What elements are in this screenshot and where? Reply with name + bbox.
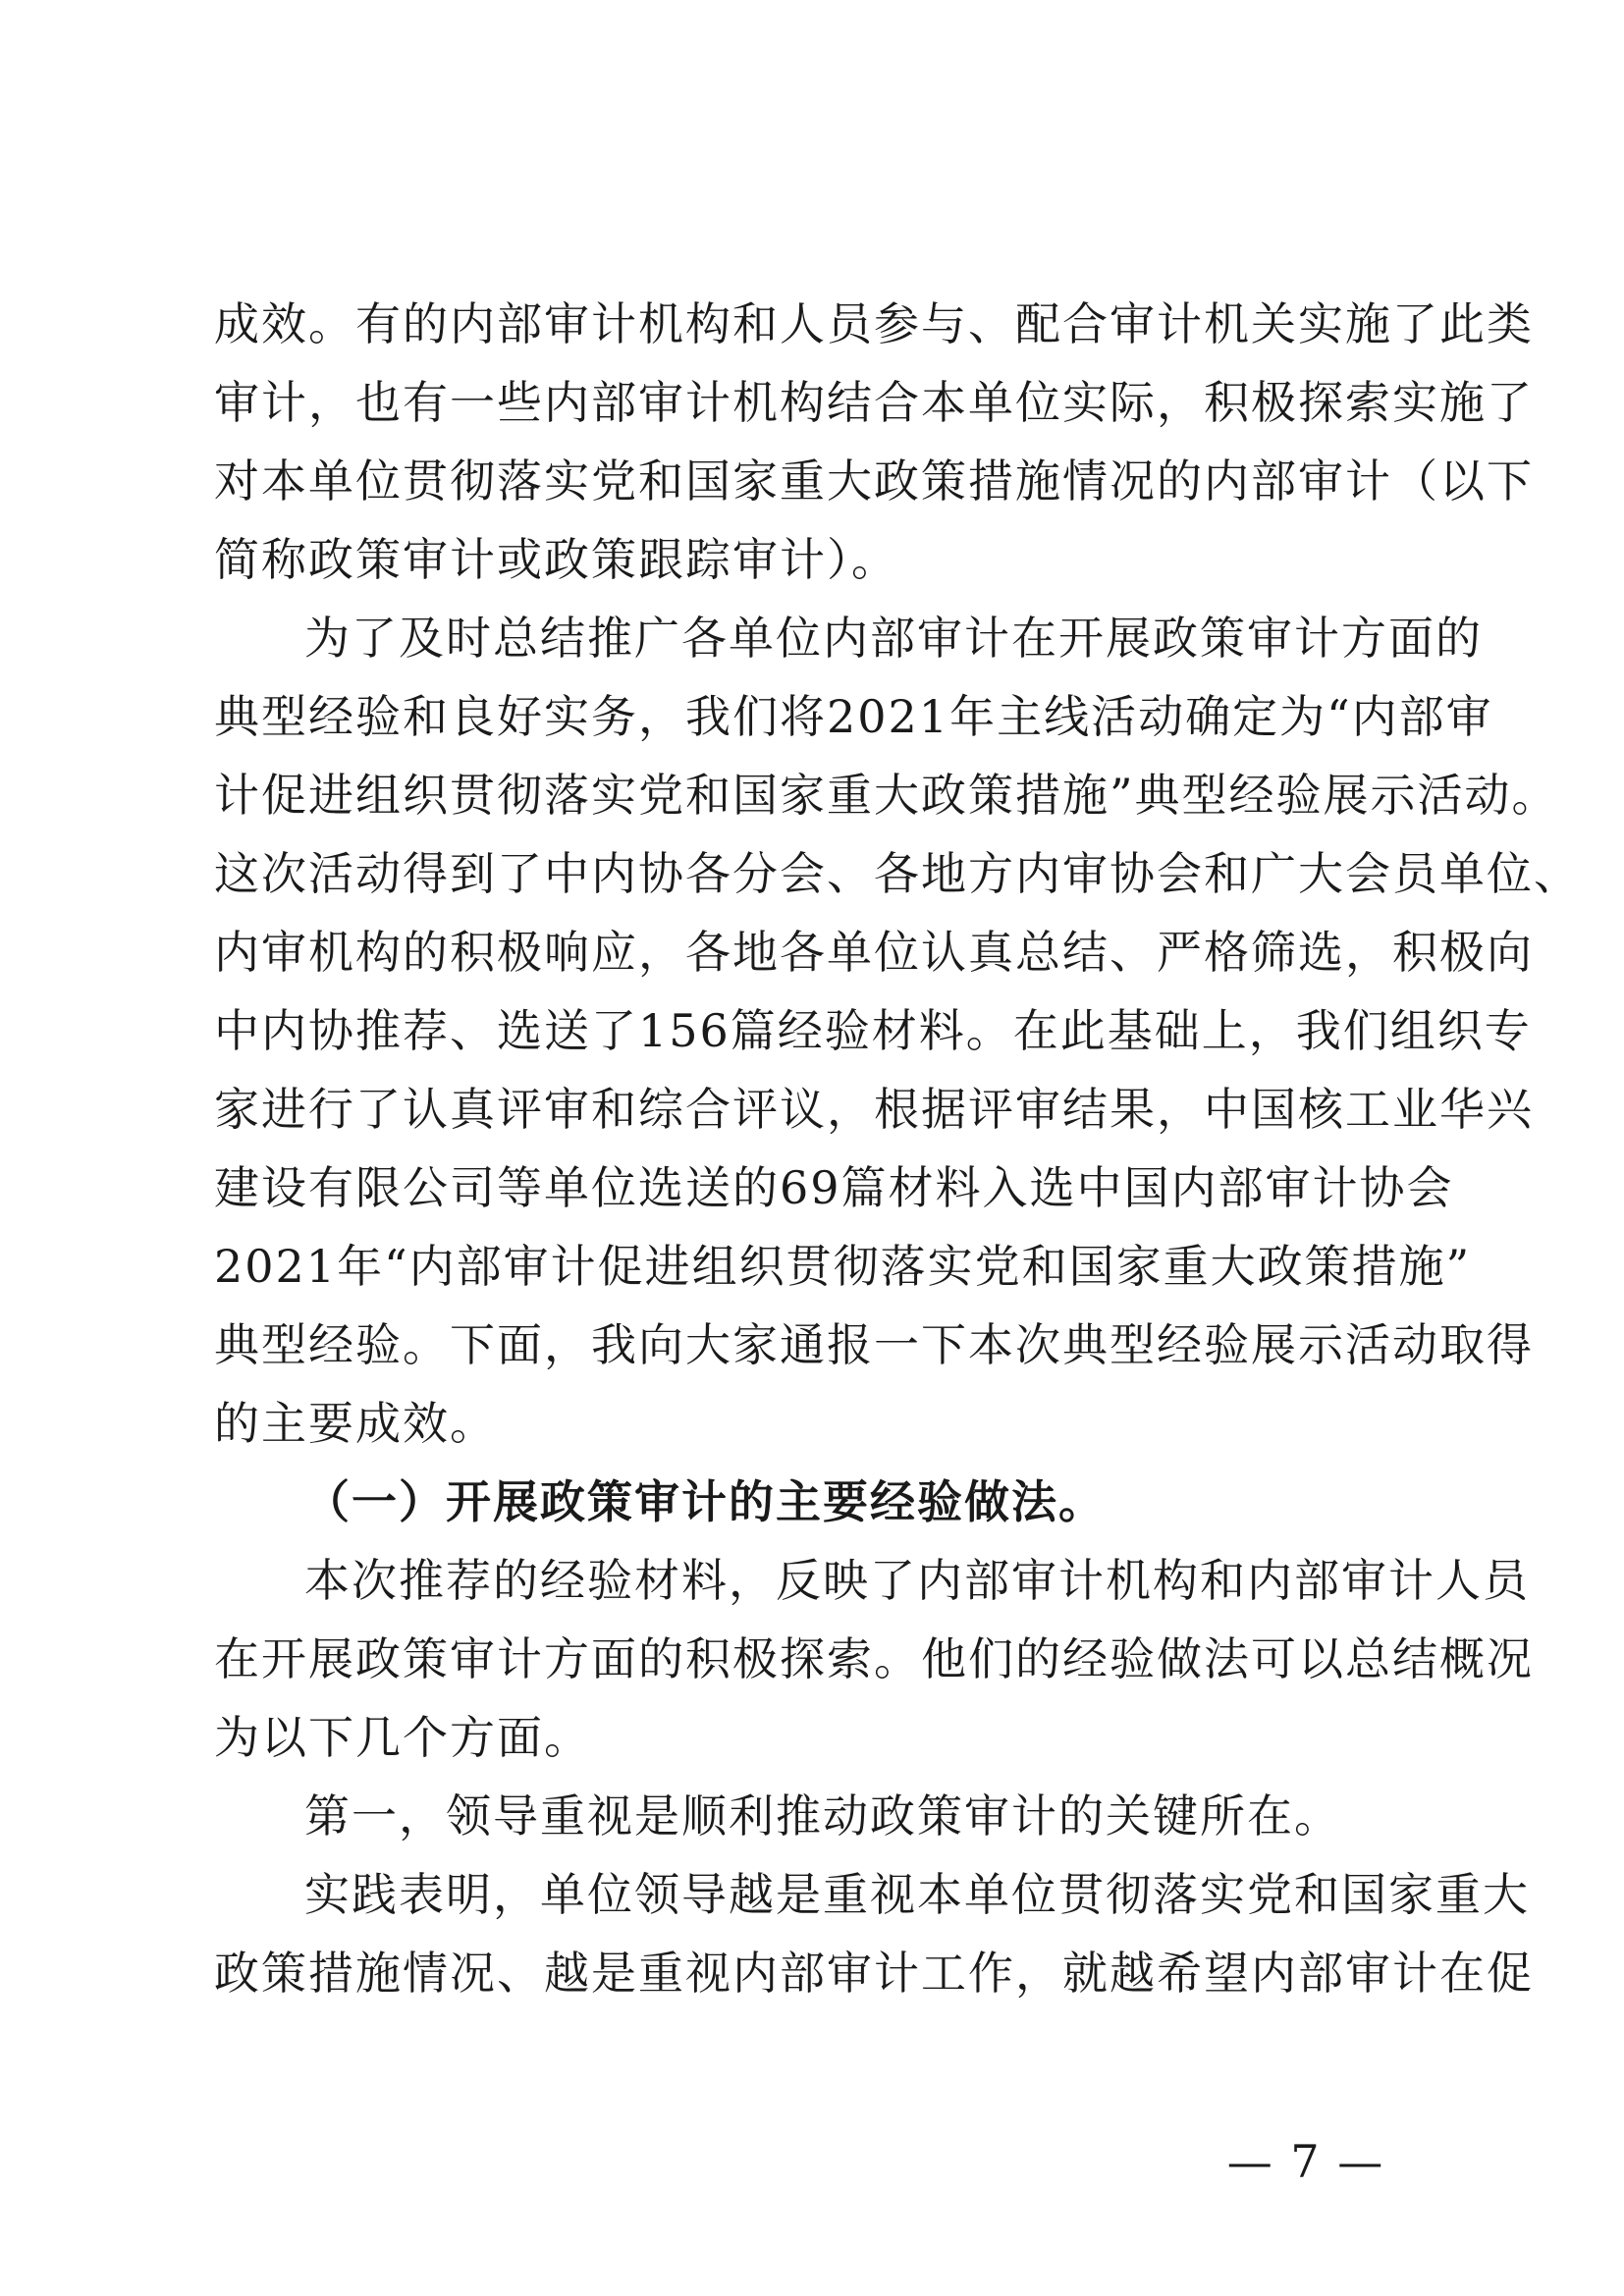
point-heading-line: 第一，领导重视是顺利推动政策审计的关键所在。: [304, 1789, 1341, 1842]
paragraph-start-line: 为了及时总结推广各单位内部审计在开展政策审计方面的: [304, 612, 1483, 665]
page-number: — 7 —: [1226, 2135, 1385, 2188]
text-line-1: 成效。有的内部审计机构和人员参与、配合审计机关实施了此类: [214, 297, 1534, 350]
text-line-6: 典型经验和良好实务，我们将2021年主线活动确定为“内部审: [214, 690, 1493, 743]
body-text: [214, 285, 1581, 2012]
text-line-13: 2021年“内部审计促进组织贯彻落实党和国家重大政策措施”: [214, 1240, 1472, 1293]
text-line-18: 在开展政策审计方面的积极探索。他们的经验做法可以总结概况: [214, 1632, 1534, 1685]
text-line-8: 这次活动得到了中内协各分会、各地方内审协会和广大会员单位、: [214, 847, 1581, 900]
text-line-3: 对本单位贯彻落实党和国家重大政策措施情况的内部审计（以下: [214, 454, 1534, 507]
paragraph-start-line: 本次推荐的经验材料，反映了内部审计机构和内部审计人员: [304, 1554, 1530, 1607]
text-line-7: 计促进组织贯彻落实党和国家重大政策措施”典型经验展示活动。: [214, 769, 1559, 822]
text-line-22: 政策措施情况、越是重视内部审计工作，就越希望内部审计在促: [214, 1947, 1534, 2000]
text-line-19: 为以下几个方面。: [214, 1711, 591, 1764]
paragraph-start-line: 实践表明，单位领导越是重视本单位贯彻落实党和国家重大: [304, 1868, 1530, 1921]
text-line-15: 的主要成效。: [214, 1397, 497, 1450]
text-line-4: 简称政策审计或政策跟踪审计）。: [214, 533, 898, 586]
text-line-2: 审计，也有一些内部审计机构结合本单位实际，积极探索实施了: [214, 376, 1534, 429]
text-line-11: 家进行了认真评审和综合评议，根据评审结果，中国核工业华兴: [214, 1083, 1534, 1136]
text-line-14: 典型经验。下面，我向大家通报一下本次典型经验展示活动取得: [214, 1318, 1534, 1371]
text-line-12: 建设有限公司等单位选送的69篇材料入选中国内部审计协会: [214, 1161, 1454, 1214]
section-heading: （一）开展政策审计的主要经验做法。: [304, 1475, 1106, 1528]
text-line-10: 中内协推荐、选送了156篇经验材料。在此基础上，我们组织专: [214, 1004, 1532, 1057]
text-line-9: 内审机构的积极响应，各地各单位认真总结、严格筛选，积极向: [214, 926, 1534, 979]
